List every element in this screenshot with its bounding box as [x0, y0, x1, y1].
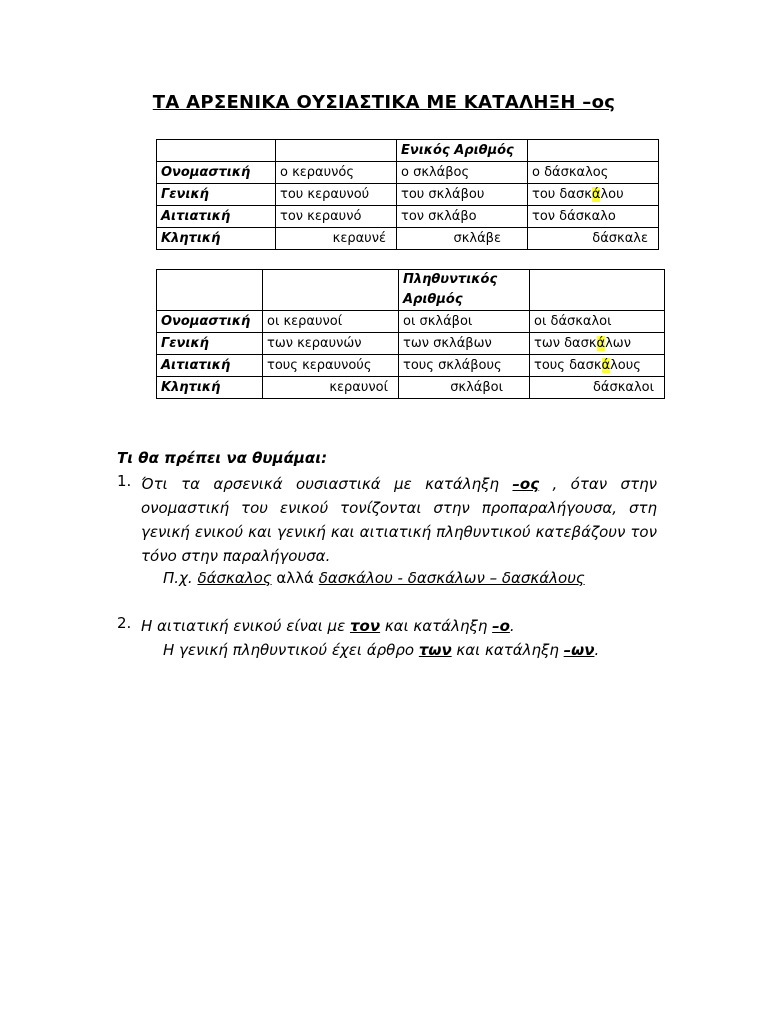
page-title	[0, 92, 768, 113]
table-cell: ο κεραυνός	[276, 162, 397, 184]
case-label: Αιτιατική	[157, 206, 276, 228]
table-cell: οι κεραυνοί	[263, 311, 399, 333]
case-label: Κλητική	[157, 228, 276, 250]
table-cell: δάσκαλοι	[530, 377, 665, 399]
table-cell: οι δάσκαλοι	[530, 311, 665, 333]
case-label: Αιτιατική	[157, 355, 263, 377]
case-label: Κλητική	[157, 377, 263, 399]
table-cell: των σκλάβων	[399, 333, 530, 355]
table-cell: σκλάβοι	[399, 377, 530, 399]
table-cell: οι σκλάβοι	[399, 311, 530, 333]
table-cell: σκλάβε	[397, 228, 528, 250]
article-ton: τον	[349, 617, 381, 635]
table-cell: ο δάσκαλος	[528, 162, 659, 184]
table-cell: του σκλάβου	[397, 184, 528, 206]
table-cell: τους σκλάβους	[399, 355, 530, 377]
table-cell: του κεραυνού	[276, 184, 397, 206]
table-cell: ο σκλάβος	[397, 162, 528, 184]
example-word: δάσκαλος	[197, 569, 272, 587]
note-text: Ότι τα αρσενικά ουσιαστικά με κατάληξη –ος , όταν στην ονομαστική του ενικού τονίζονται στην προπαραλήγουσα, στη γενική ενικού και γενική και αιτιατική πληθυντικού κατεβάζουν τον τόνο στην παραλήγουσα.	[141, 475, 657, 565]
table-row	[157, 311, 665, 333]
table-cell: τον σκλάβο	[397, 206, 528, 228]
table-cell: κεραυνέ	[276, 228, 397, 250]
case-label: Ονομαστική	[157, 162, 276, 184]
case-label: Ονομαστική	[157, 311, 263, 333]
list-number: 1.	[117, 472, 132, 490]
list-number: 2.	[117, 614, 132, 632]
example-forms: δασκάλου - δασκάλων – δασκάλους	[318, 569, 585, 587]
table-cell: δάσκαλε	[528, 228, 659, 250]
note-line-2: Η γενική πληθυντικού έχει άρθρο των και κατάληξη –ων.	[163, 641, 600, 659]
suffix-os: –ος	[512, 475, 540, 493]
table-cell: τον δάσκαλο	[528, 206, 659, 228]
title-suffix: ος	[591, 92, 616, 113]
note-line-1: Η αιτιατική ενικού είναι με τον και κατάληξη –ο.	[141, 617, 515, 635]
table-cell: των κεραυνών	[263, 333, 399, 355]
example-line: Π.χ. δάσκαλος αλλά δασκάλου - δασκάλων – δασκάλους	[163, 569, 585, 587]
table-row	[157, 228, 659, 250]
notes-heading: Τι θα πρέπει να θυμάμαι:	[117, 449, 328, 467]
table-row	[157, 377, 665, 399]
table-header-row	[157, 270, 665, 311]
table-row	[157, 162, 659, 184]
title-main: ΤΑ ΑΡΣΕΝΙΚΑ ΟΥΣΙΑΣΤΙΚΑ ΜΕ ΚΑΤΑΛΗΞΗ –	[152, 92, 592, 113]
highlighted-accent: ά	[601, 358, 611, 373]
table-row	[157, 333, 665, 355]
table-row	[157, 206, 659, 228]
case-label: Γενική	[157, 333, 263, 355]
plural-header: Πληθυντικός Αριθμός	[399, 270, 530, 311]
table-row	[157, 355, 665, 377]
table-cell: κεραυνοί	[263, 377, 399, 399]
table-cell: τον κεραυνό	[276, 206, 397, 228]
table-cell: των δασκάλων	[530, 333, 665, 355]
singular-header: Ενικός Αριθμός	[397, 140, 528, 162]
singular-table	[156, 139, 659, 250]
article-ton-plural: των	[418, 641, 452, 659]
table-cell: τους δασκάλους	[530, 355, 665, 377]
highlighted-accent: ά	[591, 187, 601, 202]
table-header-row	[157, 140, 659, 162]
plural-table	[156, 269, 665, 399]
table-cell: του δασκάλου	[528, 184, 659, 206]
table-cell: τους κεραυνούς	[263, 355, 399, 377]
highlighted-accent: ά	[596, 336, 606, 351]
case-label: Γενική	[157, 184, 276, 206]
table-row	[157, 184, 659, 206]
suffix-on: –ων	[563, 641, 595, 659]
suffix-o: –ο	[492, 617, 510, 635]
